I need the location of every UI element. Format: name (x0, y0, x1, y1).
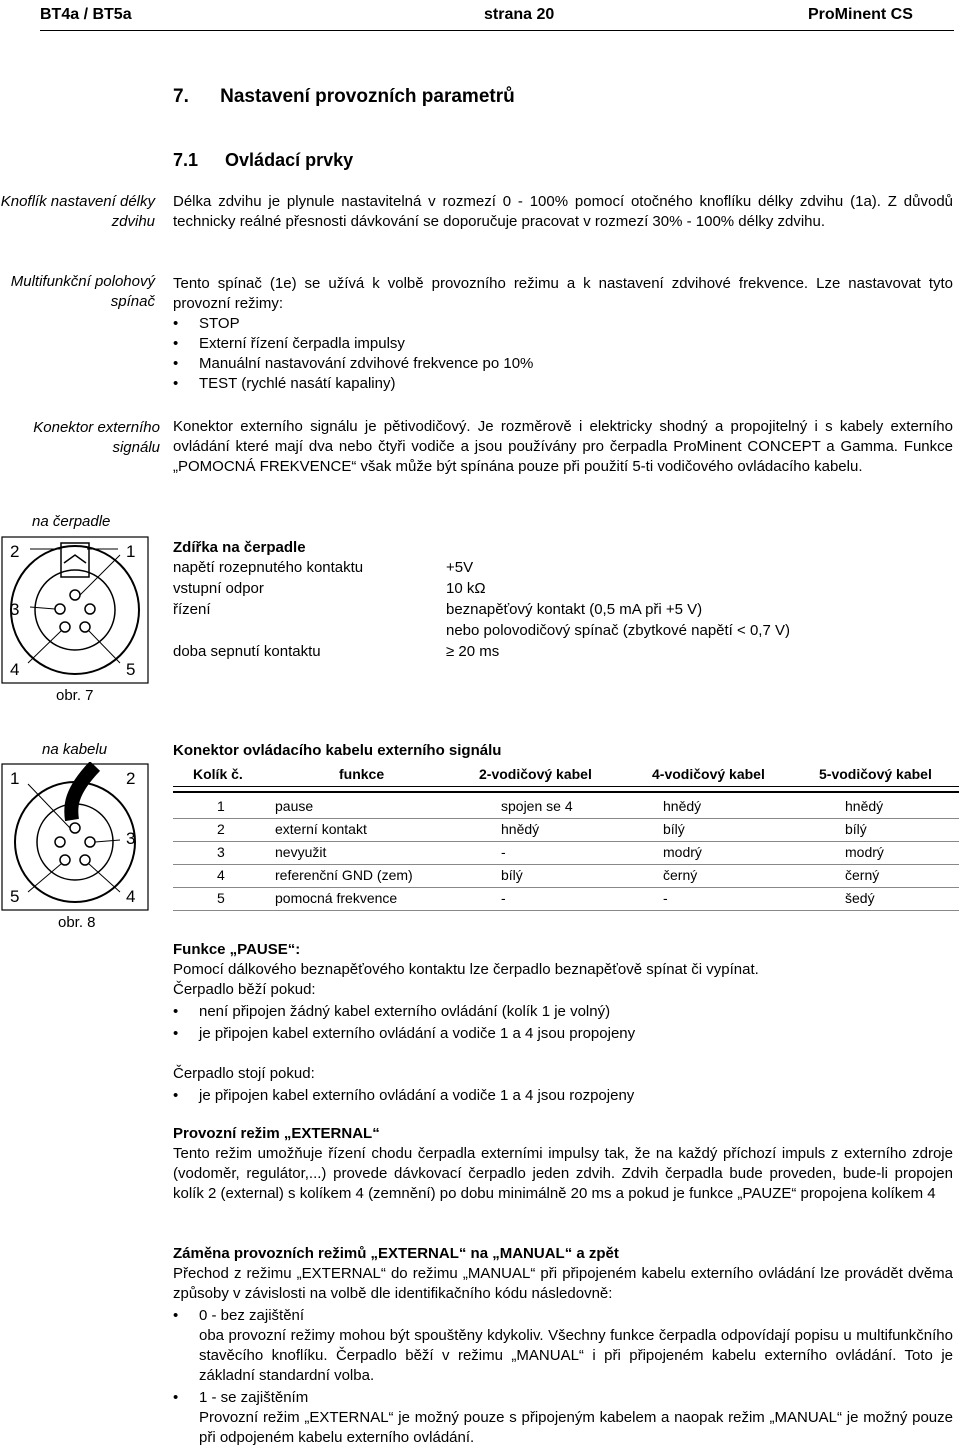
pause-section (173, 940, 953, 1106)
cell: bílý (663, 821, 685, 837)
fig7-pin-label: 2 (10, 542, 20, 561)
chapter-title: Nastavení provozních parametrů (220, 86, 515, 107)
fig8-title: na kabelu (42, 741, 108, 758)
cell: hnědý (501, 821, 540, 837)
cell: hnědý (663, 798, 702, 814)
cell: 3 (217, 844, 225, 860)
switchover-item-body: Provozní režim „EXTERNAL“ je možný pouze s připojeným kabelem a naopak režim „MANUAL“ je možný pouze při odpojeném kabelu externího ovládání. (199, 1409, 953, 1446)
pause-runs-item: • není připojen žádný kabel externího ovládání (kolík 1 je volný) (173, 1002, 953, 1022)
cell: 2 (217, 821, 225, 837)
col-header: Kolík č. (193, 766, 243, 782)
socket-value: beznapěťový kontakt (0,5 mA při +5 V) (446, 601, 703, 618)
table-row (173, 842, 959, 865)
cell: pause (275, 798, 314, 814)
cell: 1 (217, 798, 225, 814)
socket-specs (173, 558, 953, 663)
cell: - (663, 890, 668, 906)
fig8-pin-label: 4 (126, 887, 136, 906)
mode-item: • TEST (rychlé nasátí kapaliny) (173, 374, 953, 394)
header-right: ProMinent CS (808, 6, 913, 23)
cell: černý (663, 867, 698, 883)
cell: referenční GND (zem) (275, 867, 413, 883)
cell: - (501, 890, 506, 906)
connector-paragraph: Konektor externího signálu je pětivodičový. Je rozměrově i elektricky shodný a propojitelný i s kabely externího ovládání které mají dva nebo čtyři vodiče a jsou používány pro čerpadla ProMinent CONCEPT a Gamma. Funkce „POMOCNÁ FREKVENCE“ však může být spínána pouze při použití 5-ti vodičového ovládacího kabelu. (173, 418, 953, 475)
cell: šedý (845, 890, 875, 906)
table-row (173, 865, 959, 888)
mode-item: • Manuální nastavování zdvihové frekvence po 10% (173, 354, 953, 374)
mode-item: • Externí řízení čerpadla impulsy (173, 334, 953, 354)
switchover-title: Záměna provozních režimů „EXTERNAL“ na „MANUAL“ a zpět (173, 1245, 619, 1262)
switchover-item (173, 1306, 953, 1386)
socket-row (173, 558, 953, 579)
fig8-caption: obr. 8 (58, 914, 96, 931)
fig8-pin-label: 3 (126, 829, 136, 848)
header-rule (40, 30, 954, 31)
socket-row (173, 600, 953, 621)
table-row (173, 819, 959, 842)
cell: 4 (217, 867, 225, 883)
col-header: 5-vodičový kabel (819, 766, 932, 782)
switchover-section (173, 1244, 953, 1448)
col-header: funkce (339, 766, 385, 782)
external-text: Tento režim umožňuje řízení chodu čerpadla externími impulsy tak, že na každý příchozí impuls z externího zdroje (vodoměr, regulátor,...) provede dávkovací čerpadlo jeden zdvih. Zdvih čerpadla bude proveden, bude-li propojen kolík 2 (external) s kolíkem 4 (zemnění) po dobu minimálně 20 ms a pokud je funkce „PAUZE“ propojena kolíkem 4 (173, 1145, 953, 1202)
cell: 5 (217, 890, 225, 906)
side-label-switch: Multifunkční polohový spínač (10, 273, 155, 310)
switchover-text: Přechod z režimu „EXTERNAL“ do režimu „MANUAL“ při připojeném kabelu externího ovládání lze provádět dvěma způsoby v závislosti na volbě dle identifikačního kódu následovně: (173, 1265, 953, 1302)
switchover-item-body: oba provozní režimy mohou být spouštěny kdykoliv. Všechny funkce čerpadla odpovídají popisu u multifunkčního stavěcího knoflíku. Čerpadlo běží v režimu „MANUAL“ i při připojeném kabelu externího ovládání. Toto je základní standardní volba. (199, 1327, 953, 1384)
socket-label: doba sepnutí kontaktu (173, 643, 321, 660)
fig7-caption: obr. 7 (56, 687, 94, 704)
modes-list (173, 314, 953, 394)
cell: pomocná frekvence (275, 890, 398, 906)
cell: nevyužit (275, 844, 327, 860)
socket-value: 10 kΩ (446, 580, 486, 597)
socket-value: nebo polovodičový spínač (zbytkové napětí < 0,7 V) (446, 622, 790, 639)
cell: - (501, 844, 506, 860)
switchover-item (173, 1388, 953, 1448)
section-number: 7.1 (173, 150, 199, 170)
external-section (173, 1124, 953, 1204)
cable-title: Konektor ovládacího kabelu externího signálu (173, 742, 502, 759)
side-label-connector: Konektor externího signálu (33, 419, 160, 456)
pause-stops-item: • je připojen kabel externího ovládání a vodiče 1 a 4 jsou rozpojeny (173, 1086, 953, 1106)
col-header: 4-vodičový kabel (652, 766, 765, 782)
table-row (173, 796, 959, 819)
fig7-pin-label: 4 (10, 660, 20, 679)
cell: modrý (845, 844, 884, 860)
section-title: Ovládací prvky (225, 150, 354, 170)
cable-table (173, 764, 959, 911)
fig8-pin-label: 5 (10, 887, 20, 906)
socket-label: napětí rozepnutého kontaktu (173, 559, 364, 576)
socket-label: vstupní odpor (173, 580, 264, 597)
fig7-pin-label: 1 (126, 542, 136, 561)
chapter-number: 7. (173, 86, 189, 107)
socket-value: +5V (446, 559, 474, 576)
fig7-title: na čerpadle (32, 513, 111, 530)
switchover-item-head: • 1 - se zajištěním (199, 1389, 309, 1406)
socket-row (173, 579, 953, 600)
cable-table-header (173, 764, 959, 787)
cell: hnědý (845, 798, 884, 814)
fig7-pin-label: 5 (126, 660, 136, 679)
cell: bílý (845, 821, 867, 837)
pause-intro: Pomocí dálkového beznapěťového kontaktu lze čerpadlo beznapěťově spínat či vypínat. (173, 961, 759, 978)
fig7-pin-label: 3 (10, 600, 20, 619)
header-left: BT4a / BT5a (40, 6, 132, 23)
socket-row (173, 621, 953, 642)
cell: modrý (663, 844, 702, 860)
socket-title: Zdířka na čerpadle (173, 539, 306, 556)
col-header: 2-vodičový kabel (479, 766, 592, 782)
stroke-length-paragraph: Délka zdvihu je plynule nastavitelná v rozmezí 0 - 100% pomocí otočného knoflíku délky zdvihu (1a). Z důvodů technicky reálné přesnosti dávkování se doporučuje pracovat v rozmezí 30% - 100% délky zdvihu. (173, 193, 953, 230)
chapter-heading (173, 87, 515, 107)
cell: externí kontakt (275, 821, 367, 837)
external-title: Provozní režim „EXTERNAL“ (173, 1125, 380, 1142)
socket-row (173, 642, 953, 663)
mode-item: • STOP (173, 314, 953, 334)
table-row (173, 888, 959, 911)
switchover-item-head: • 0 - bez zajištění (199, 1307, 305, 1324)
switch-paragraph: Tento spínač (1e) se užívá k volbě provozního režimu a k nastavení zdvihové frekvence. Lze nastavovat tyto provozní režimy: (173, 275, 953, 312)
cell: bílý (501, 867, 523, 883)
pause-stops: Čerpadlo stojí pokud: (173, 1065, 315, 1082)
fig8-pin-label: 2 (126, 769, 136, 788)
socket-label: řízení (173, 601, 211, 618)
socket-value: ≥ 20 ms (446, 643, 500, 660)
cell: spojen se 4 (501, 798, 573, 814)
side-label-knob: Knoflík nastavení délky zdvihu (0, 193, 155, 230)
header-page: strana 20 (484, 6, 555, 23)
pause-runs-item: • je připojen kabel externího ovládání a vodiče 1 a 4 jsou propojeny (173, 1024, 953, 1044)
cell: černý (845, 867, 880, 883)
pause-runs: Čerpadlo běží pokud: (173, 981, 316, 998)
fig8-cable-connector-diagram (0, 762, 150, 912)
fig7-pump-socket-diagram (0, 535, 150, 685)
fig8-pin-label: 1 (10, 769, 20, 788)
section-heading (173, 150, 353, 170)
pause-title: Funkce „PAUSE“: (173, 941, 301, 958)
